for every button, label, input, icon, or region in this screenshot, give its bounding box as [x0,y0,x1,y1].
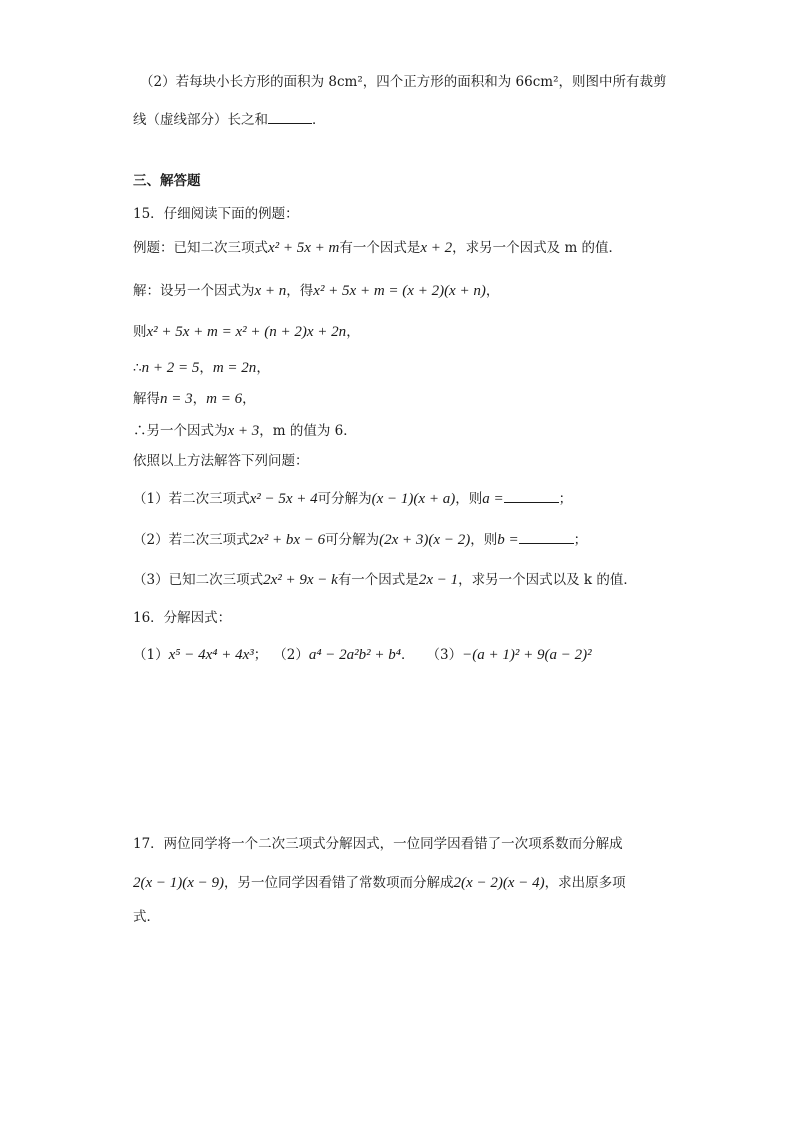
q15-part3 [133,573,637,588]
text: （2） [273,647,309,663]
math-expr: x⁵ − 4x⁴ + 4x³ [168,647,254,663]
q15-conclusion [133,424,357,439]
math-expr: 2x² + bx − 6 [249,532,326,548]
math-expr: x + n [254,283,287,299]
text: ，另一位同学因看错了常数项而分解成 [224,875,454,891]
q15-solution [133,284,499,299]
text: ； [253,647,268,663]
text: ． [401,647,415,663]
math-expr: x² + 5x + m = x² + (n + 2)x + 2n [146,324,347,340]
text: ，则 [455,491,483,507]
q16-stem [133,612,231,626]
text: ， [242,391,256,407]
text: 有一个因式是 [337,572,419,588]
math-expr: x² + 5x + m [268,240,340,256]
math-expr: a = [482,491,504,507]
text: ， [199,360,213,376]
text: （1）若二次三项式 [133,491,250,507]
math-expr: m = 6 [206,391,243,407]
q15-therefore [133,361,270,376]
text: ， [192,391,207,407]
text: ，得 [286,283,314,299]
text: 可分解为 [325,532,380,548]
q17-line1 [133,838,623,852]
prev-question-line2 [133,111,326,128]
text: ，求另一个因式及 m 的值． [452,240,623,256]
text: 解：设另一个因式为 [133,283,255,299]
prev-question-line1 [140,76,667,90]
text: 有一个因式是 [339,240,421,256]
q15-then [133,325,360,340]
text: 17．两位同学将一个二次三项式分解因式，一位同学因看错了一次项系数而分解成 [133,836,623,852]
math-expr: 2(x − 1)(x − 9) [133,875,225,891]
text: ； [573,532,588,548]
math-expr: n + 2 = 5 [141,360,200,376]
text: ， [485,283,500,299]
text: ∴另一个因式为 [133,423,228,439]
math-expr: 2x − 1 [418,572,459,588]
text: 解得 [133,391,160,407]
text: ，则 [470,532,498,548]
math-expr: (x − 1)(x + a) [371,491,456,507]
q17-line2 [133,876,626,891]
text: ， [346,324,360,340]
text: ，求出原多项 [544,875,626,891]
text: ，求另一个因式以及 k 的值． [458,572,637,588]
text: （1） [133,647,169,663]
text: ， [256,360,270,376]
text: 例题：已知二次三项式 [133,240,268,256]
math-expr: x + 3 [227,423,260,439]
text: 式． [133,909,160,925]
math-expr: 2x² + 9x − k [263,572,338,588]
section-title-text: 三、解答题 [133,173,201,189]
prev-line2-text: 线（虚线部分）长之和 [133,112,268,128]
math-expr: 2(x − 2)(x − 4) [453,875,545,891]
q15-stem-text: 15．仔细阅读下面的例题： [133,206,299,222]
q15-part1 [133,490,572,507]
prev-line2-end: ． [312,112,326,128]
q15-stem [133,208,299,222]
math-expr: x + 2 [420,240,453,256]
text: 则 [133,324,147,340]
math-expr: x² + 5x + m = (x + 2)(x + n) [313,283,486,299]
q16-subparts [133,648,592,663]
q15-example [133,241,622,256]
math-expr: −(a + 1)² + 9(a − 2)² [462,647,592,663]
text: ，m 的值为 6． [259,423,357,439]
answer-blank [519,531,574,544]
text: 16．分解因式： [133,610,232,626]
prev-line1-text: （2）若每块小长方形的面积为 8cm²，四个正方形的面积和为 66cm²，则图中所有裁剪 [140,74,667,90]
section-title [133,175,201,189]
q15-part2 [133,531,587,548]
math-expr: m = 2n [212,360,257,376]
math-expr: b = [497,532,519,548]
math-expr: x² − 5x + 4 [249,491,318,507]
text: 依照以上方法解答下列问题： [133,453,309,469]
math-expr: n = 3 [160,391,193,407]
q15-solve [133,392,256,407]
answer-blank [268,111,312,124]
text: （2）若二次三项式 [133,532,250,548]
math-expr: (2x + 3)(x − 2) [379,532,471,548]
answer-blank [504,490,559,503]
q17-line3 [133,911,160,925]
text: 可分解为 [317,491,372,507]
text: ； [558,491,573,507]
text: ∴ [133,360,142,376]
math-expr: a⁴ − 2a²b² + b⁴ [308,647,402,663]
text: （3） [426,647,463,663]
text: （3）已知二次三项式 [133,572,264,588]
q15-follow [133,455,309,469]
